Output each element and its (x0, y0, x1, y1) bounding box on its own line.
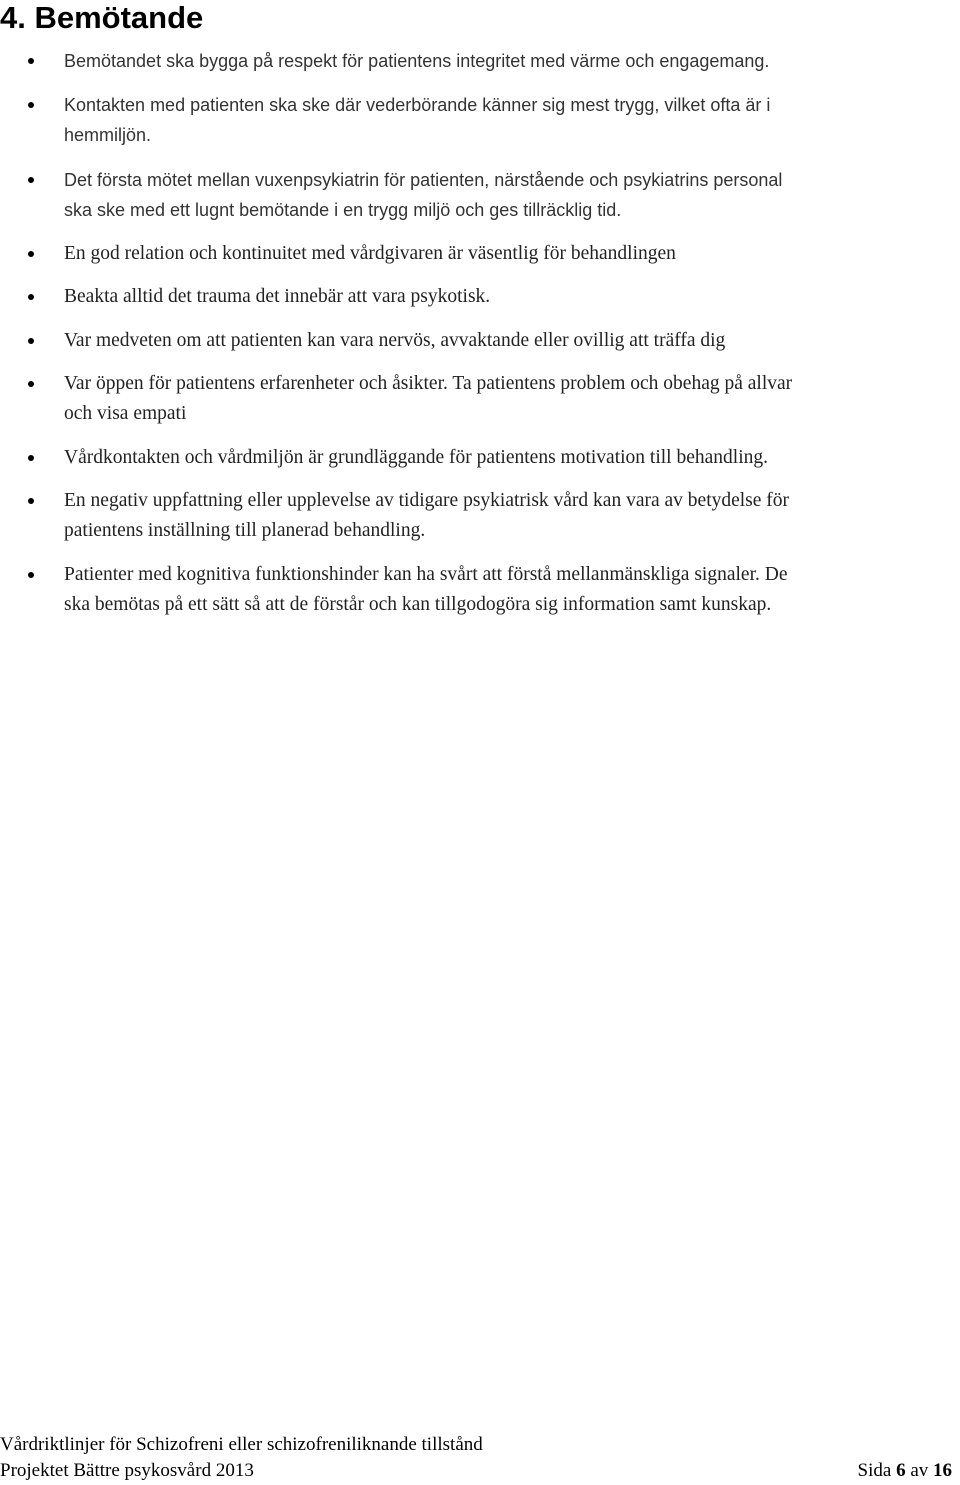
footer-page-number (858, 1458, 952, 1484)
list-item-line: Var öppen för patientens erfarenheter och åsikter. Ta patientens problem och obehag på allvar (64, 373, 793, 394)
list-item-line: Patienter med kognitiva funktionshinder kan ha svårt att förstå mellanmänskliga signaler. De (64, 564, 788, 585)
list-item-line: Kontakten med patienten ska ske där vederbörande känner sig mest trygg, vilket ofta är i (64, 95, 771, 115)
list-item (64, 369, 959, 429)
list-item-line: Bemötandet ska bygga på respekt för patientens integritet med värme och engagemang. (64, 51, 770, 71)
list-item-line: ska bemötas på ett sätt så att de förstår och kan tillgodogöra sig information samt kunskap. (64, 594, 772, 615)
page-current: 6 (896, 1460, 906, 1481)
list-item-line: Var medveten om att patienten kan vara nervös, avvaktande eller ovillig att träffa dig (64, 330, 726, 351)
list-item (64, 282, 959, 312)
list-item-line: Beakta alltid det trauma det innebär att vara psykotisk. (64, 286, 491, 307)
list-item (64, 165, 959, 225)
footer-project: Projektet Bättre psykosvård 2013 (0, 1460, 254, 1481)
list-item-line: En negativ uppfattning eller upplevelse av tidigare psykiatrisk vård kan vara av betydelse för (64, 490, 790, 511)
list-item (64, 46, 959, 76)
list-item (64, 486, 959, 546)
list-item (64, 239, 959, 269)
list-item-line: En god relation och kontinuitet med vårdgivaren är väsentlig för behandlingen (64, 243, 676, 264)
list-item-line: Vårdkontakten och vårdmiljön är grundläggande för patientens motivation till behandling. (64, 447, 768, 468)
bullet-list (0, 0, 960, 640)
footer-document-title: Vårdriktlinjer för Schizofreni eller schizofreniliknande tillstånd (0, 1434, 483, 1455)
list-item (64, 560, 959, 620)
section-heading: 4. Bemötande (0, 0, 204, 35)
list-item-line: ska ske med ett lugnt bemötande i en trygg miljö och ges tillräcklig tid. (64, 200, 622, 220)
page-total: 16 (933, 1460, 952, 1481)
page-prefix: Sida (857, 1460, 892, 1481)
list-item-line: hemmiljön. (64, 125, 152, 145)
list-item-line: och visa empati (64, 403, 187, 424)
list-item-line: patientens inställning till planerad behandling. (64, 520, 426, 541)
list-item (64, 443, 959, 473)
page-separator: av (910, 1460, 929, 1481)
list-item (64, 90, 959, 150)
list-item-line: Det första mötet mellan vuxenpsykiatrin för patienten, närstående och psykiatrins personal (64, 170, 783, 190)
list-item (64, 326, 959, 356)
